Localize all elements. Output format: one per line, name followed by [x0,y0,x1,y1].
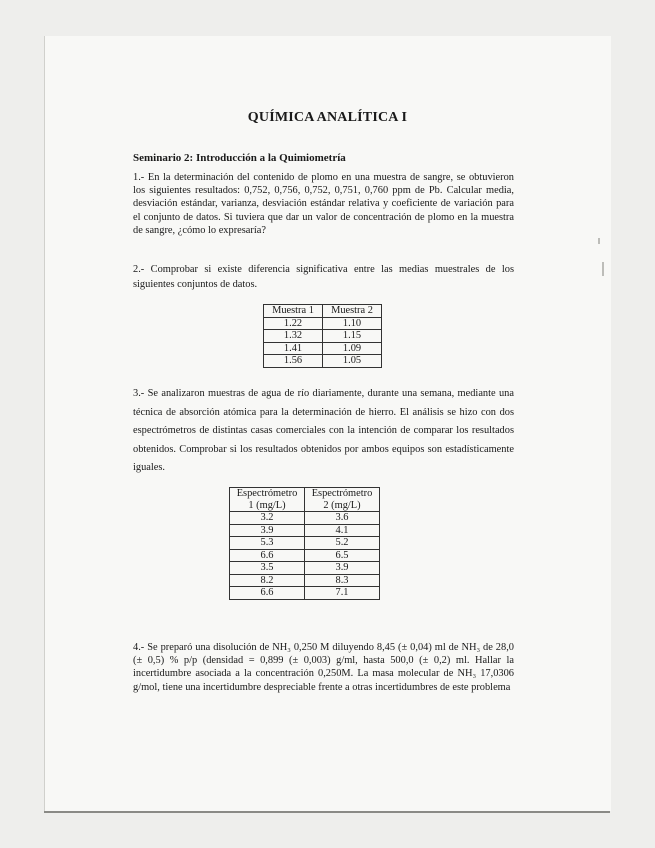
table-header-row [230,488,380,512]
document-title: QUÍMICA ANALÍTICA I [247,110,408,125]
table-cell: 8.3 [305,574,380,587]
table-cell: 3.2 [230,512,305,525]
table-row [230,524,380,537]
table-cell: 6.5 [305,549,380,562]
table-cell: 6.6 [230,549,305,562]
seminar-subtitle: Seminario 2: Introducción a la Quimiometría [133,152,346,164]
table-cell: 7.1 [305,587,380,600]
table-cell: 1.09 [323,342,382,355]
table-cell: 5.2 [305,537,380,550]
page-bottom-edge [44,811,610,813]
table-cell: 5.3 [230,537,305,550]
table-cell: 1.22 [264,317,323,330]
table-cell: 3.9 [230,524,305,537]
table-row [264,342,382,355]
scan-mark [602,262,604,276]
problem-4: 4.- Se preparó una disolución de NH₃ 0,250 M diluyendo 8,45 (± 0,04) ml de NH₃ de 28,0 (± 0,5) % p/p (densidad = 0,899 (± 0,003) g/ml, hasta 500,0 (± 0,2) ml. Hallar la incertidumbre asociada a la concentración 0,250M. La masa molecular de NH₃ 17,0306 g/mol, tiene una incertidumbre despreciable frente a otras incertidumbres de este problema [133,642,514,693]
table-cell: 3.6 [305,512,380,525]
table-row [230,549,380,562]
table-row [230,562,380,575]
table-cell: 8.2 [230,574,305,587]
table-row [230,537,380,550]
table-cell: 6.6 [230,587,305,600]
column-header: Muestra 1 [264,305,323,318]
table-cell: 1.10 [323,317,382,330]
column-header: Espectrómetro 1 (mg/L) [230,488,305,512]
table-row [230,574,380,587]
table-row [264,317,382,330]
table-cell: 1.15 [323,330,382,343]
table-cell: 1.32 [264,330,323,343]
table-row [230,587,380,600]
table-cell: 3.5 [230,562,305,575]
column-header: Muestra 2 [323,305,382,318]
table-header-row [264,305,382,318]
table-cell: 1.41 [264,342,323,355]
table-row [264,355,382,368]
table-row [264,330,382,343]
problem-2: 2.- Comprobar si existe diferencia significativa entre las medias muestrales de los siguientes conjuntos de datos. [133,264,514,290]
spectrometer-table [229,487,380,600]
table-cell: 1.05 [323,355,382,368]
column-header: Espectrómetro 2 (mg/L) [305,488,380,512]
problem-3: 3.- Se analizaron muestras de agua de río diariamente, durante una semana, mediante una técnica de absorción atómica para la determinación de hierro. El análisis se hizo con dos espectrómetros de distintas casas comerciales con la intención de comparar los resultados obtenidos. Comprobar si los resultados obtenidos por ambos equipos son estadísticamente iguales. [133,388,514,473]
table-row [230,512,380,525]
samples-table [263,304,382,368]
table-cell: 3.9 [305,562,380,575]
problem-1: 1.- En la determinación del contenido de plomo en una muestra de sangre, se obtuvieron los siguientes resultados: 0,752, 0,756, 0,752, 0,751, 0,760 ppm de Pb. Calcular media, desviación estándar, varianza, desviación estándar relativa y coeficiente de variación para el conjunto de datos. Si tuviera que dar un valor de concentración de plomo en la muestra de sangre, ¿cómo lo expresaría? [133,172,514,236]
table-cell: 4.1 [305,524,380,537]
table-cell: 1.56 [264,355,323,368]
scan-mark [598,238,600,244]
